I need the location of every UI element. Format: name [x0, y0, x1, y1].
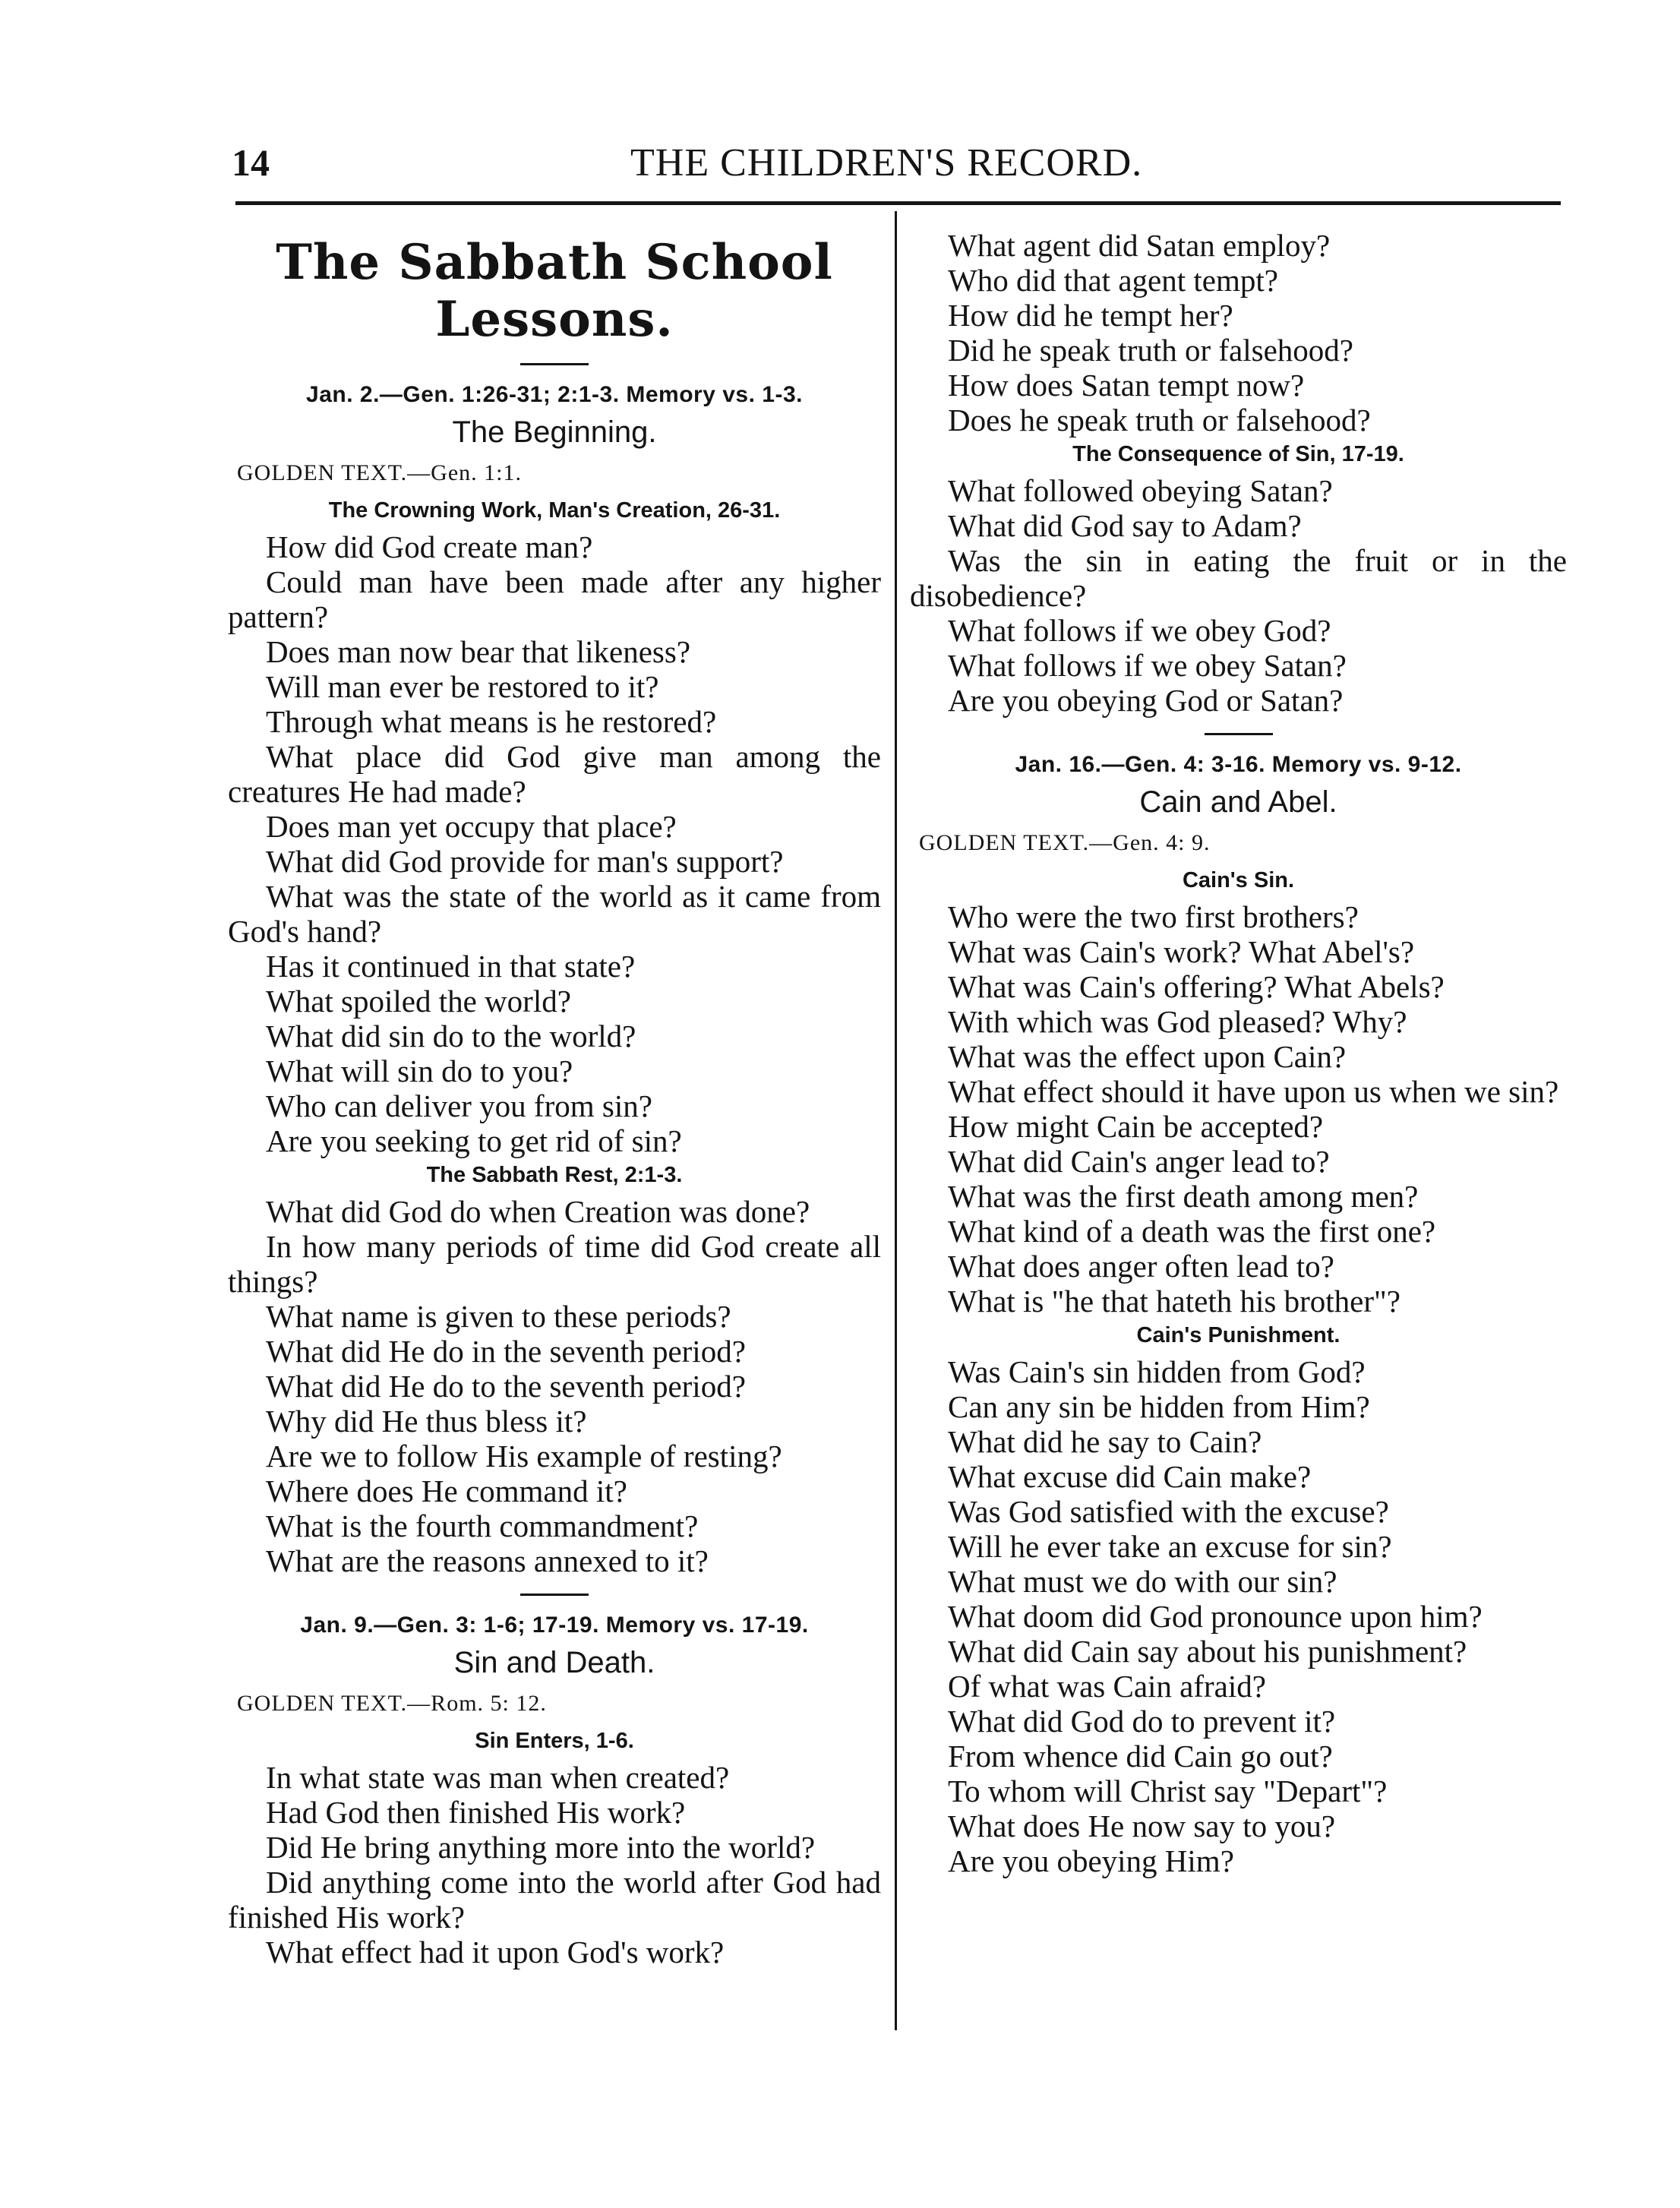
- lesson-3: [910, 752, 1567, 1878]
- question: What was Cain's work? What Abel's?: [948, 934, 1415, 969]
- question: What excuse did Cain make?: [948, 1459, 1312, 1494]
- section-heading: The Consequence of Sin, 17-19.: [1072, 442, 1404, 466]
- question: What doom did God pronounce upon him?: [948, 1599, 1483, 1634]
- question: What are the reasons annexed to it?: [266, 1543, 709, 1578]
- question: Who can deliver you from sin?: [266, 1088, 652, 1123]
- divider: [520, 363, 589, 365]
- question: What follows if we obey God?: [948, 613, 1331, 648]
- question: Where does He command it?: [266, 1474, 627, 1508]
- lesson-ref: Jan. 9.—Gen. 3: 1-6; 17-19. Memory vs. 17-19.: [300, 1613, 809, 1638]
- question: Are we to follow His example of resting?: [266, 1439, 782, 1474]
- question: What was the effect upon Cain?: [948, 1039, 1347, 1074]
- question: Did He bring anything more into the world?: [266, 1830, 816, 1865]
- question: What did He do to the seventh period?: [266, 1369, 746, 1404]
- question: What was the first death among men?: [948, 1179, 1419, 1214]
- question: In how many periods of time did God create all things?: [228, 1229, 881, 1299]
- question: Are you obeying Him?: [948, 1843, 1234, 1878]
- question: Was God satisfied with the excuse?: [948, 1494, 1389, 1529]
- question: With which was God pleased? Why?: [948, 1004, 1407, 1039]
- lesson-title: Cain and Abel.: [1139, 785, 1337, 819]
- question: From whence did Cain go out?: [948, 1739, 1333, 1774]
- question: What did sin do to the world?: [266, 1019, 636, 1053]
- right-column: [910, 228, 1567, 1878]
- question: Of what was Cain afraid?: [948, 1669, 1266, 1704]
- question: What did God do when Creation was done?: [266, 1194, 810, 1229]
- question: What did Cain say about his punishment?: [948, 1634, 1467, 1669]
- question: What effect should it have upon us when we sin?: [948, 1074, 1559, 1109]
- question: Was the sin in eating the fruit or in the disobedience?: [910, 543, 1567, 613]
- question: What name is given to these periods?: [266, 1299, 731, 1334]
- column-rule: [895, 211, 897, 2030]
- question: Was Cain's sin hidden from God?: [948, 1354, 1366, 1389]
- question: What does He now say to you?: [948, 1808, 1336, 1843]
- question: How might Cain be accepted?: [948, 1109, 1324, 1144]
- running-title: THE CHILDREN'S RECORD.: [630, 141, 1143, 185]
- question: What did he say to Cain?: [948, 1424, 1262, 1459]
- question: What did He do in the seventh period?: [266, 1334, 746, 1369]
- question: What did God say to Adam?: [948, 508, 1302, 543]
- divider: [520, 1594, 589, 1596]
- question: Had God then finished His work?: [266, 1795, 686, 1830]
- question: What was the state of the world as it came from God's hand?: [228, 879, 881, 949]
- question: What did Cain's anger lead to?: [948, 1144, 1330, 1179]
- question: Who were the two first brothers?: [948, 899, 1359, 934]
- lesson-ref: Jan. 16.—Gen. 4: 3-16. Memory vs. 9-12.: [1015, 752, 1462, 777]
- question: What did God do to prevent it?: [948, 1704, 1336, 1739]
- question: Has it continued in that state?: [266, 949, 636, 984]
- question: What was Cain's offering? What Abels?: [948, 969, 1445, 1004]
- question: To whom will Christ say "Depart"?: [948, 1774, 1388, 1808]
- question: What agent did Satan employ?: [948, 228, 1331, 263]
- question: Are you seeking to get rid of sin?: [266, 1123, 682, 1158]
- question: What is "he that hateth his brother"?: [948, 1284, 1401, 1319]
- question: What place did God give man among the creatures He had made?: [228, 739, 881, 809]
- lesson-2: [228, 1613, 881, 1970]
- question: Could man have been made after any higher pattern?: [228, 564, 881, 634]
- lesson-ref: Jan. 2.—Gen. 1:26-31; 2:1-3. Memory vs. 1-3.: [306, 382, 803, 407]
- section-heading: Cain's Sin.: [1182, 868, 1295, 892]
- left-column: [228, 228, 881, 1970]
- question: What does anger often lead to?: [948, 1249, 1334, 1284]
- question: What will sin do to you?: [266, 1053, 573, 1088]
- question: Will he ever take an excuse for sin?: [948, 1529, 1392, 1564]
- question: How does Satan tempt now?: [948, 368, 1305, 403]
- question: What followed obeying Satan?: [948, 473, 1333, 508]
- question: Who did that agent tempt?: [948, 263, 1278, 298]
- question: What follows if we obey Satan?: [948, 648, 1347, 683]
- header-rule: [235, 201, 1561, 205]
- question: Does man yet occupy that place?: [266, 809, 677, 844]
- page-header: [0, 133, 1680, 201]
- section-heading: The Sabbath Rest, 2:1-3.: [426, 1163, 683, 1187]
- page-number: 14: [232, 141, 270, 184]
- question: What is the fourth commandment?: [266, 1508, 699, 1543]
- section-heading: Cain's Punishment.: [1136, 1323, 1341, 1347]
- golden-text: GOLDEN TEXT.—Gen. 4: 9.: [919, 830, 1211, 855]
- question: Are you obeying God or Satan?: [948, 683, 1344, 718]
- lesson-title: Sin and Death.: [453, 1646, 655, 1679]
- question: Does he speak truth or falsehood?: [948, 403, 1371, 437]
- question: Will man ever be restored to it?: [266, 669, 659, 704]
- question: How did God create man?: [266, 529, 593, 564]
- masthead: The Sabbath School Lessons.: [276, 234, 833, 348]
- question: What must we do with our sin?: [948, 1564, 1337, 1599]
- question: In what state was man when created?: [266, 1760, 730, 1795]
- golden-text: GOLDEN TEXT.—Rom. 5: 12.: [237, 1691, 547, 1716]
- question: Did he speak truth or falsehood?: [948, 333, 1353, 368]
- lesson-1: [228, 382, 881, 1578]
- question: What did God provide for man's support?: [266, 844, 784, 879]
- question: Can any sin be hidden from Him?: [948, 1389, 1370, 1424]
- question: What effect had it upon God's work?: [266, 1935, 725, 1970]
- question: Why did He thus bless it?: [266, 1404, 587, 1439]
- question: Through what means is he restored?: [266, 704, 717, 739]
- golden-text: GOLDEN TEXT.—Gen. 1:1.: [237, 460, 522, 485]
- lesson-title: The Beginning.: [452, 415, 657, 449]
- question: Did anything come into the world after God had finished His work?: [228, 1865, 881, 1935]
- question: How did he tempt her?: [948, 298, 1233, 333]
- question: Does man now bear that likeness?: [266, 634, 691, 669]
- divider: [1205, 733, 1273, 735]
- question: What spoiled the world?: [266, 984, 571, 1019]
- question: What kind of a death was the first one?: [948, 1214, 1436, 1249]
- section-heading: The Crowning Work, Man's Creation, 26-31.: [328, 498, 781, 523]
- section-heading: Sin Enters, 1-6.: [475, 1729, 634, 1753]
